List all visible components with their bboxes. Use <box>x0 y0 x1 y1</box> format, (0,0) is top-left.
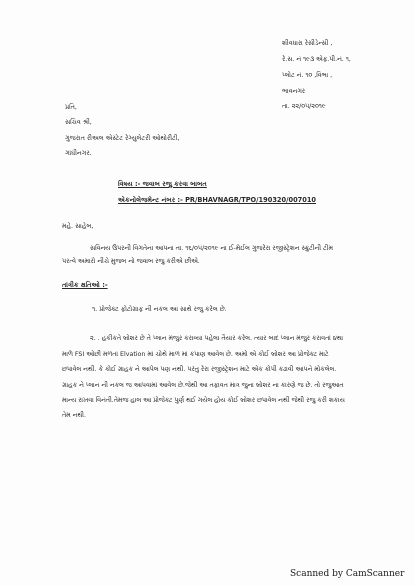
point-two-line: ગ્રાહક ને પ્લાન ની નકલ જ આપવામાં આવેલ છે.જેથી આ તફાવત માત્ર જુના બ્રોશર ના કારણે જ છે. તો રજુઆત <box>62 382 344 389</box>
sender-address-line: પ્લોટ નં. ૧૦ ,વિભા , <box>282 72 333 79</box>
point-two-line: છપાવેલ નથી. કે કોઈ ગ્રાહક ને આપેલ પણ નથી. પરંતુ રેરા રજીસ્ટ્રેશન માટે એક કોપી કઢાવી આપને મોકલેલ. <box>62 366 337 373</box>
sender-address-line: શીવધારા રેસીડેન્સી , <box>282 40 333 47</box>
recipient-prati: પ્રતિ, <box>65 103 77 111</box>
point-two-line: માન્ય રાખવા વિનંતી.તેમજ હાલ આ પ્રોજેક્ટ પુર્ણ થઈ ગયેલ હોય કોઈ બ્રોશર છપાવેલ નથી જેથી રજુ કરી શકાય <box>62 397 345 404</box>
point-two-line: માળે FSI ઓછી મળતાં Elvation માં ચોથે માળ માં કપાણ આવેલ છે. અમો એ કોઈ બ્રોશર આ પ્રોજેક્ટ માટે <box>62 351 329 358</box>
point-one: ૧. પ્રોજેક્ટ ફોટોગ્રાફ ની નકલ આ સાથે રજુ કરેલ છે. <box>92 305 227 313</box>
acknowledgement-number: એકનોલેજમેન્ટ નંબર :- PR/BHAVNAGR/TPO/190320/007010 <box>118 196 317 204</box>
recipient-title: સચિવ શ્રી, <box>65 118 92 126</box>
recipient-city: ગાંધીનગર. <box>65 149 92 157</box>
sender-address-city: ભાવનગર <box>282 88 306 95</box>
point-two-line: ૨. . હકીકતે બ્રોશર છે તે પ્લાન મંજુર કરાવ્યા પહેલા તૈયાર કરેલ. ત્યાર બાદ પ્લાન મંજુર કરાવતાં ૪થા <box>90 335 344 342</box>
scanner-watermark: Scanned by CamScanner <box>290 569 405 579</box>
salutation: મહે. સાહેબ, <box>62 222 94 230</box>
recipient-office: ગુજરાત રીઅલ એસ્ટેટ રેગ્યુલેટરી ઓથોરીટી, <box>65 134 180 142</box>
intro-paragraph-line: સવિનય ઉપરની વિગતેના આપના તા. ૧૬/૦૫/૨૦૧૯ ના ઈ-મેઈલ ગુજરેરા રજીસ્ટ્રેશન સ્ક્રુટીની ટીમ <box>90 245 333 252</box>
queries-heading: તાંત્રીક ક્ષતિઓ :- <box>62 281 108 289</box>
letter-date: તા. ૨૨/૦૫/૨૦૧૯ <box>282 103 326 110</box>
subject-line: વિષય :- જવાબ રજુ કરવા બાબત <box>118 180 207 188</box>
point-two-line: તેમ નથી. <box>62 412 86 419</box>
intro-paragraph-line: પરત્વે અમારો નીચે મુજબ નો જવાબ રજુ કરીએ છીએ. <box>62 258 200 265</box>
sender-address-line: રે.સ. નં ૧૯૩ એફ.પી.નં. ૧, <box>282 56 351 63</box>
